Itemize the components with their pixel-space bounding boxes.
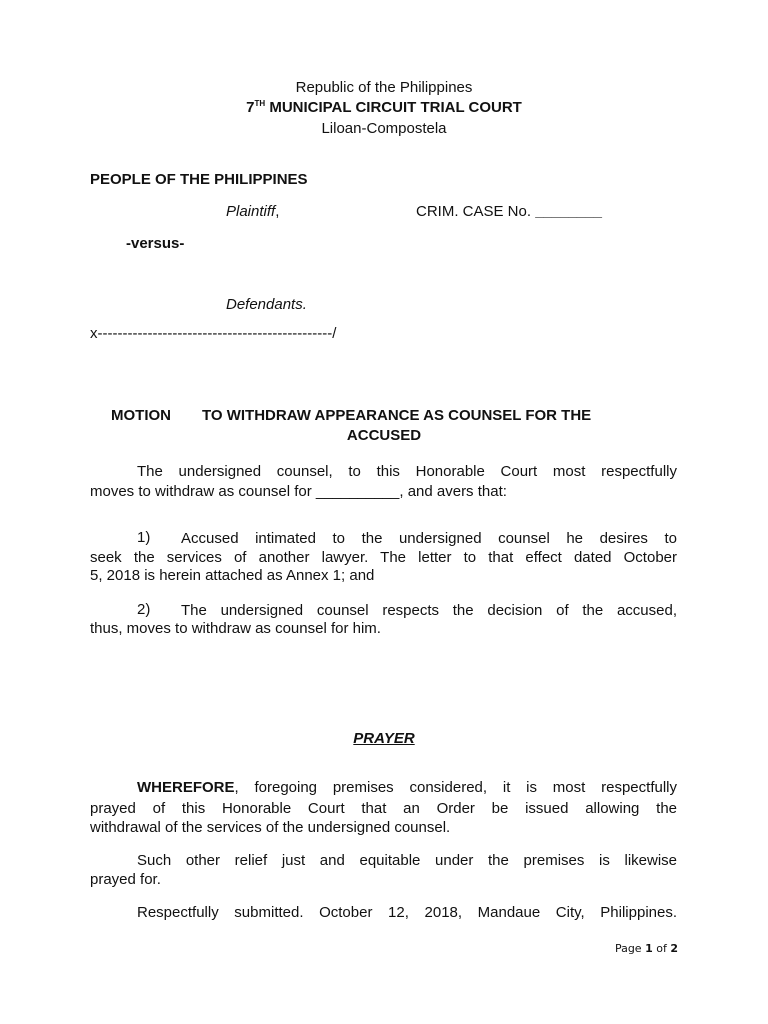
total-pages: 2	[670, 942, 678, 955]
motion-title-word: MOTION	[111, 407, 171, 424]
court-number: 7	[246, 99, 255, 116]
item1-number: 1)	[137, 529, 151, 546]
prayer-p3: Respectfully submitted. October 12, 2018, Mandaue City, Philippines.	[137, 904, 677, 921]
case-number	[416, 203, 602, 220]
item1-line2: seek the services of another lawyer. The letter to that effect dated October	[90, 549, 677, 566]
wherefore-word: WHEREFORE	[137, 779, 235, 796]
caption-divider: x-----------------------------------------------/	[90, 325, 337, 342]
plaintiff-role-text: Plaintiff	[226, 203, 276, 220]
prayer-p1-line3: withdrawal of the services of the undersigned counsel.	[90, 819, 451, 836]
intro-line1: The undersigned counsel, to this Honorable Court most respectfully	[137, 463, 677, 480]
republic-line: Republic of the Philippines	[295, 79, 473, 96]
court-number-suffix: TH	[254, 99, 266, 108]
motion-title-rest: TO WITHDRAW APPEARANCE AS COUNSEL FOR THE	[202, 407, 592, 424]
defendants-label: Defendants.	[226, 296, 307, 313]
court-name: MUNICIPAL CIRCUIT TRIAL COURT	[265, 99, 522, 116]
page-footer	[560, 942, 678, 955]
of-word: of	[656, 942, 667, 955]
motion-title-line2: ACCUSED	[346, 427, 422, 444]
item1-line1: Accused intimated to the undersigned counsel he desires to	[181, 530, 677, 547]
prayer-heading: PRAYER	[353, 730, 415, 747]
prayer-p1-line1	[137, 778, 677, 798]
versus-text: -versus-	[126, 235, 185, 252]
plaintiff-role-comma: ,	[275, 203, 280, 220]
current-page: 1	[645, 942, 653, 955]
prayer-p1-line2: prayed of this Honorable Court that an Order be issued allowing the	[90, 800, 677, 817]
prayer-p2-line2: prayed for.	[90, 871, 161, 888]
intro-line2: moves to withdraw as counsel for __________, and avers that:	[90, 483, 507, 500]
prayer-p1-line1-text: , foregoing premises considered, it is most respectfully	[234, 779, 677, 796]
case-label: CRIM. CASE No.	[416, 203, 532, 220]
item2-line2: thus, moves to withdraw as counsel for him.	[90, 620, 381, 637]
plaintiff-name: PEOPLE OF THE PHILIPPINES	[90, 171, 308, 188]
item2-line1: The undersigned counsel respects the decision of the accused,	[181, 602, 677, 619]
page-word: Page	[614, 942, 642, 955]
case-blank: ________	[535, 203, 602, 220]
court-location: Liloan-Compostela	[321, 120, 447, 137]
court-title	[0, 99, 768, 116]
item2-number: 2)	[137, 601, 151, 618]
prayer-p2-line1: Such other relief just and equitable under the premises is likewise	[137, 852, 677, 869]
plaintiff-role	[226, 203, 279, 220]
item1-line3: 5, 2018 is herein attached as Annex 1; and	[90, 567, 375, 584]
